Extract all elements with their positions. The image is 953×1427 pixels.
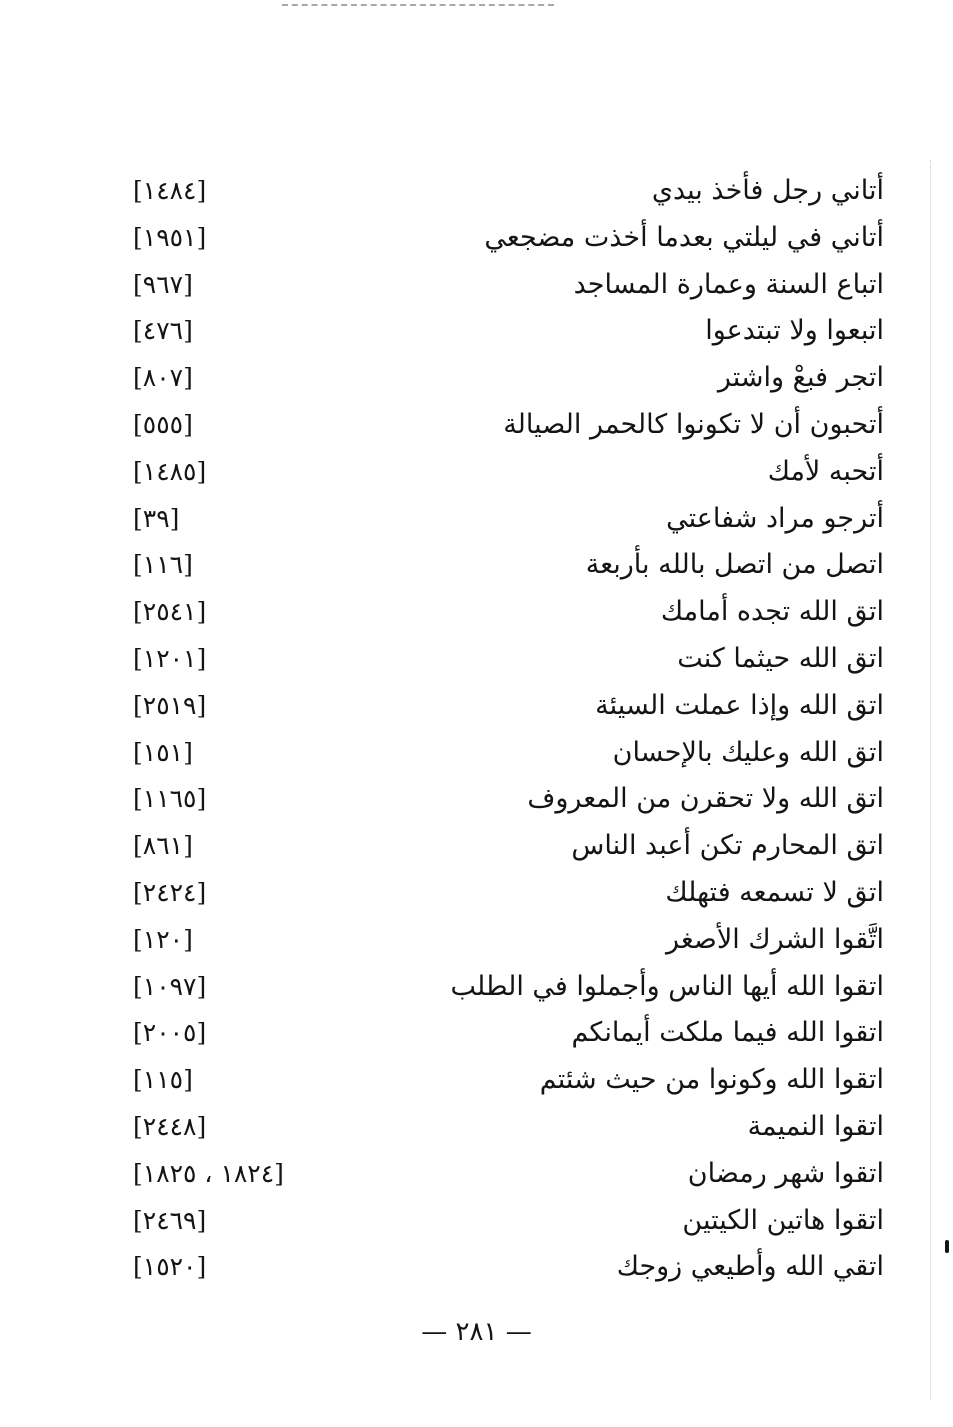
hadith-reference: [٨٠٧] <box>133 363 193 393</box>
hadith-text: اتق الله حيثما كنت <box>677 642 884 674</box>
list-item <box>0 402 953 449</box>
list-item <box>0 262 953 309</box>
hadith-reference: [٢٤٤٨] <box>133 1111 207 1141</box>
hadith-reference: [٨٦١] <box>133 831 193 861</box>
hadith-text: اتقي الله وأطيعي زوجك <box>616 1251 884 1283</box>
list-item <box>0 542 953 589</box>
list-item <box>0 449 953 496</box>
hadith-text: اتق المحارم تكن أعبد الناس <box>571 830 884 862</box>
list-item <box>0 589 953 636</box>
hadith-text: اتبعوا ولا تبتدعوا <box>705 315 884 347</box>
hadith-text: اتقوا النميمة <box>747 1110 884 1142</box>
hadith-text: اتق الله تجده أمامك <box>660 596 884 628</box>
hadith-text: اتقوا الله وكونوا من حيث شئتم <box>539 1064 884 1096</box>
hadith-reference: [١١٦٥] <box>133 784 207 814</box>
hadith-reference: [٩٦٧] <box>133 269 193 299</box>
list-item <box>0 730 953 777</box>
hadith-text: اتق الله ولا تحقرن من المعروف <box>527 783 884 815</box>
hadith-text: أترجو مراد شفاعتي <box>666 502 884 534</box>
hadith-text: اتَّقوا الشرك الأصغر <box>665 923 884 955</box>
list-item <box>0 1244 953 1291</box>
page-number: — ٢٨١ — <box>421 1317 532 1347</box>
list-item <box>0 870 953 917</box>
list-item <box>0 1010 953 1057</box>
hadith-text: أتحبون أن لا تكونوا كالحمر الصيالة <box>503 408 884 440</box>
hadith-reference: [٢٥١٩] <box>133 690 207 720</box>
list-item <box>0 1151 953 1198</box>
list-item <box>0 355 953 402</box>
hadith-index-list <box>0 168 953 1291</box>
hadith-reference: [١٤٨٤] <box>133 176 207 205</box>
list-item <box>0 215 953 262</box>
hadith-text: اتقوا الله أيها الناس وأجملوا في الطلب <box>450 970 884 1002</box>
hadith-reference: [٣٩] <box>133 503 180 533</box>
list-item <box>0 1057 953 1104</box>
list-item <box>0 168 953 215</box>
list-item <box>0 636 953 683</box>
hadith-reference: [١٢٠١] <box>133 643 207 673</box>
hadith-text: اتق لا تسمعه فتهلك <box>665 876 884 908</box>
hadith-text: اتق الله وعليك بالإحسان <box>612 736 884 768</box>
list-item <box>0 1104 953 1151</box>
hadith-reference: [٢٠٠٥] <box>133 1018 207 1048</box>
hadith-reference: [٤٧٦] <box>133 316 193 346</box>
hadith-reference: [١٨٢٤ ، ١٨٢٥] <box>133 1158 284 1188</box>
list-item <box>0 823 953 870</box>
hadith-reference: [٢٤٦٩] <box>133 1205 207 1235</box>
hadith-text: اتقوا الله فيما ملكت أيمانكم <box>571 1017 884 1049</box>
top-dashed-rule <box>282 4 554 6</box>
hadith-text: اتصل من اتصل بالله بأربعة <box>585 549 884 581</box>
list-item <box>0 308 953 355</box>
list-item <box>0 496 953 543</box>
list-item <box>0 683 953 730</box>
hadith-text: اتباع السنة وعمارة المساجد <box>573 268 884 300</box>
hadith-reference: [١٤٨٥] <box>133 456 207 486</box>
hadith-text: اتقوا شهر رمضان <box>687 1157 884 1189</box>
hadith-text: أتاني في ليلتي بعدما أخذت مضجعي <box>484 221 884 253</box>
list-item <box>0 964 953 1011</box>
hadith-reference: [٥٥٥] <box>133 409 193 439</box>
list-item <box>0 917 953 964</box>
hadith-reference: [١٥٢٠] <box>133 1252 207 1282</box>
hadith-reference: [٢٥٤١] <box>133 597 207 627</box>
hadith-text: أتاني رجل فأخذ بيدي <box>651 175 884 206</box>
hadith-reference: [٢٤٢٤] <box>133 877 207 907</box>
hadith-reference: [١١٥] <box>133 1065 193 1095</box>
hadith-reference: [١١٦] <box>133 550 193 580</box>
hadith-reference: [١٥١] <box>133 737 193 767</box>
hadith-text: أتحبه لأمك <box>767 455 884 487</box>
hadith-reference: [١٢٠] <box>133 924 193 954</box>
hadith-text: اتقوا هاتين الكيتين <box>682 1204 884 1236</box>
hadith-text: اتجر فبعْ واشتر <box>717 362 884 394</box>
hadith-text: اتق الله وإذا عملت السيئة <box>595 689 884 721</box>
hadith-reference: [١٠٩٧] <box>133 971 207 1001</box>
list-item <box>0 1198 953 1245</box>
hadith-reference: [١٩٥١] <box>133 222 207 252</box>
list-item <box>0 776 953 823</box>
